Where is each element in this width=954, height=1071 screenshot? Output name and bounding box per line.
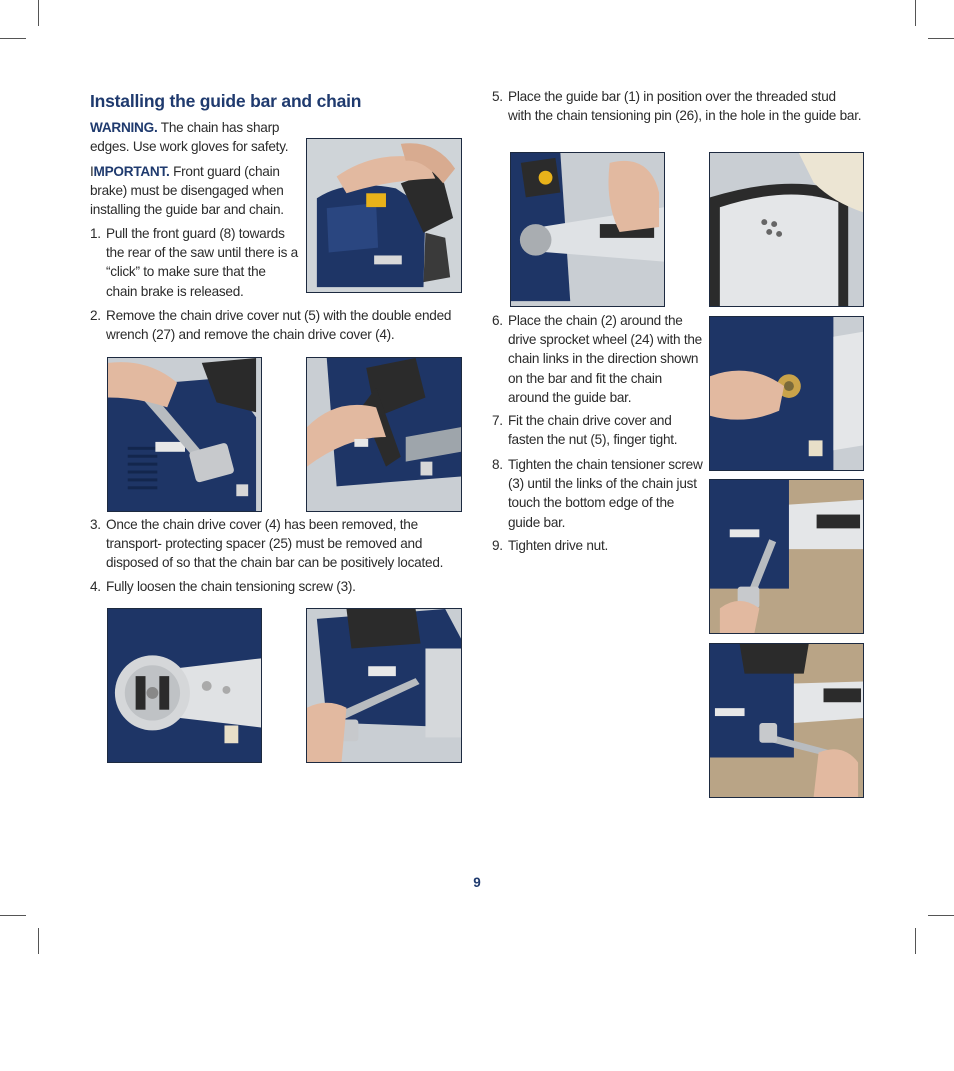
step-5 [492,87,862,125]
gmc-logo [155,442,185,452]
step-text: Once the chain drive cover (4) has been removed, the transport- protecting spacer (25) must be removed and disposed of so that the chain bar can be positively located. [106,517,444,571]
step-number: 9. [492,538,503,553]
step-number: 2. [90,308,101,323]
step-1 [90,224,300,301]
step-text: Pull the front guard (8) towards the rear of the saw until there is a “click” to make sure that the chain brake is released. [106,226,298,299]
important-text: Front guard (chain brake) must be disengaged when installing the guide bar and chain. [90,164,284,218]
crop-mark [915,928,916,954]
photo-tighten-drive-nut-illustration [710,644,863,797]
crop-mark [915,0,916,26]
photo-clutch-exposed-illustration [108,609,261,762]
step-text: Remove the chain drive cover nut (5) with the double ended wrench (27) and remove the chain drive cover (4). [106,308,452,343]
photo-place-guide-bar [510,152,665,307]
step-text: Place the guide bar (1) in position over the threaded stud with the chain tensioning pin (26), in the hole in the guide bar. [508,89,862,124]
step-number: 3. [90,517,101,532]
step-number: 4. [90,579,101,594]
step-text: Fully loosen the chain tensioning screw (3). [106,579,356,594]
crop-mark [38,0,39,26]
step-2 [90,306,462,344]
crop-mark [38,928,39,954]
section-title: Installing the guide bar and chain [90,91,362,111]
photo-remove-cover-nut [107,357,262,512]
step-3 [90,515,462,573]
important-note [90,162,295,220]
page-number: 9 [473,875,481,890]
photo-front-guard [306,138,462,293]
step-number: 6. [492,313,503,328]
photo-place-guide-bar-illustration [511,153,664,306]
warning-text: The chain has sharp edges. Use work gloves for safety. [90,120,289,155]
photo-remove-cover-nut-illustration [108,358,261,511]
crop-mark [928,38,954,39]
important-prefix: I [90,164,94,179]
step-text: Tighten drive nut. [508,538,609,553]
photo-fit-chain-bar-illustration [710,153,863,306]
step-number: 1. [90,226,101,241]
step-text: Tighten the chain tensioner screw (3) until the links of the chain just touch the bottom edge of the guide bar. [508,457,703,530]
photo-clutch-exposed [107,608,262,763]
photo-fasten-nut-illustration [710,317,863,470]
step-text: Place the chain (2) around the drive sprocket wheel (24) with the chain links in the direction shown on the bar and fit the chain around the guide bar. [508,313,702,405]
crop-mark [0,915,26,916]
photo-loosen-tension-screw [306,608,462,763]
step-text: Fit the chain drive cover and fasten the nut (5), finger tight. [508,413,678,448]
step-4 [90,577,462,596]
important-label: MPORTANT. [93,164,170,179]
photo-tighten-tensioner [709,479,864,634]
step-number: 5. [492,89,503,104]
photo-loosen-tension-screw-illustration [307,609,461,762]
warning-label: WARNING. [90,120,158,135]
photo-remove-drive-cover [306,357,462,512]
photo-fit-chain-bar [709,152,864,307]
step-number: 8. [492,457,503,472]
step-9 [492,536,704,555]
warning-note [90,118,302,156]
photo-tighten-drive-nut [709,643,864,798]
step-7 [492,411,704,449]
photo-front-guard-illustration [307,139,461,292]
crop-mark [0,38,26,39]
crop-mark [928,915,954,916]
step-6 [492,311,704,407]
photo-tighten-tensioner-illustration [710,480,863,633]
step-8 [492,455,704,532]
step-number: 7. [492,413,503,428]
photo-remove-drive-cover-illustration [307,358,461,511]
photo-fasten-nut [709,316,864,471]
